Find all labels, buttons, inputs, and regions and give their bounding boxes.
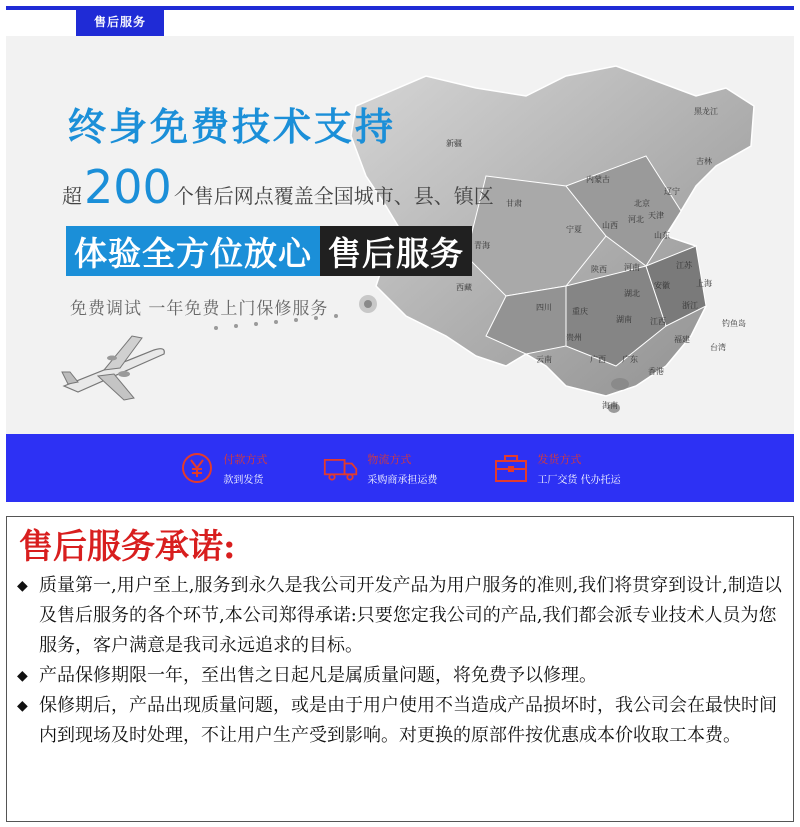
- map-label: 海南: [602, 401, 618, 410]
- map-label: 钓鱼岛: [722, 319, 746, 328]
- map-label: 山东: [654, 231, 670, 240]
- logistics-method: [323, 450, 437, 486]
- briefcase-icon: [493, 450, 529, 486]
- logistics-desc: 采购商承担运费: [367, 474, 438, 486]
- map-label: 湖北: [624, 289, 640, 298]
- yen-icon: [179, 450, 215, 486]
- map-label: 四川: [536, 303, 552, 312]
- after-sales-banner: [6, 6, 794, 502]
- map-label: 吉林: [696, 157, 712, 166]
- map-label: 香港: [648, 367, 664, 376]
- airplane-icon: [54, 328, 174, 408]
- list-item: [17, 661, 783, 691]
- map-label: 贵州: [566, 333, 582, 342]
- map-label: 广东: [622, 355, 638, 364]
- truck-icon: [323, 450, 359, 486]
- coverage-prefix: 超: [62, 184, 82, 208]
- map-label: 宁夏: [566, 225, 582, 234]
- payment-desc: 款到发货: [223, 474, 264, 486]
- map-label: 广西: [590, 355, 606, 364]
- shipping-title: 发货方式: [537, 452, 582, 466]
- map-label: 云南: [536, 355, 552, 364]
- map-label: 北京: [634, 199, 650, 208]
- map-label: 安徽: [654, 281, 670, 290]
- slogan-blue: 体验全方位放心: [66, 226, 320, 276]
- promise-text: 产品保修期限一年，至出售之日起凡是属质量问题，将免费予以修理。: [39, 665, 597, 686]
- map-label: 福建: [674, 335, 690, 344]
- coverage-suffix: 个售后网点覆盖全国城市、县、镇区: [173, 184, 494, 208]
- map-label: 新疆: [446, 139, 462, 148]
- promise-text: 质量第一,用户至上,服务到永久是我公司开发产品为用户服务的准则,我们将贯穿到设计,制造以及售后服务的各个环节,本公司郑得承诺:只要您定我公司的产品,我们都会派专业技术人员为您服务，客户满意是我司永远追求的目标。: [39, 575, 782, 656]
- map-label: 甘肃: [506, 199, 522, 208]
- map-label: 江苏: [676, 261, 692, 270]
- diamond-bullet-icon: ◆: [17, 698, 28, 714]
- slogan: [66, 226, 472, 276]
- map-label: 河北: [628, 215, 644, 224]
- logistics-title: 物流方式: [367, 452, 412, 466]
- promise-list: [17, 571, 783, 751]
- map-label: 青海: [474, 241, 490, 250]
- diamond-bullet-icon: ◆: [17, 578, 28, 594]
- service-strip: [6, 434, 794, 502]
- after-sales-tab[interactable]: 售后服务: [76, 6, 164, 36]
- shipping-desc: 工厂交货 代办托运: [537, 474, 621, 486]
- map-label: 江西: [650, 317, 666, 326]
- map-label: 湖南: [616, 315, 632, 324]
- service-promise: [6, 516, 794, 822]
- promise-title: 售后服务承诺:: [19, 527, 236, 567]
- shipping-method: [493, 450, 620, 486]
- map-label: 台湾: [710, 343, 726, 352]
- coverage-line: [62, 160, 494, 214]
- map-label: 陕西: [591, 265, 607, 274]
- map-label: 浙江: [682, 301, 698, 310]
- sub-line: 免费调试 一年免费上门保修服务: [70, 299, 329, 319]
- payment-method: [179, 450, 267, 486]
- coverage-number: 200: [84, 160, 172, 214]
- map-label: 内蒙古: [586, 175, 610, 184]
- headline: 终身免费技术支持: [68, 105, 397, 149]
- map-label: 天津: [648, 211, 664, 220]
- payment-title: 付款方式: [223, 452, 268, 466]
- hero-image: [6, 36, 794, 434]
- diamond-bullet-icon: ◆: [17, 668, 28, 684]
- list-item: [17, 691, 783, 751]
- slogan-dark: 售后服务: [320, 226, 472, 276]
- map-label: 西藏: [456, 283, 472, 292]
- map-label: 辽宁: [664, 187, 680, 196]
- map-label: 山西: [602, 221, 618, 230]
- promise-text: 保修期后，产品出现质量问题，或是由于用户使用不当造成产品损坏时，我公司会在最快时间内到现场及时处理，不让用户生产受到影响。对更换的原部件按优惠成本价收取工本费。: [39, 695, 777, 746]
- map-label: 黑龙江: [694, 107, 718, 116]
- map-label: 河南: [624, 263, 640, 272]
- list-item: [17, 571, 783, 661]
- map-label: 上海: [696, 279, 712, 288]
- map-label: 重庆: [572, 307, 588, 316]
